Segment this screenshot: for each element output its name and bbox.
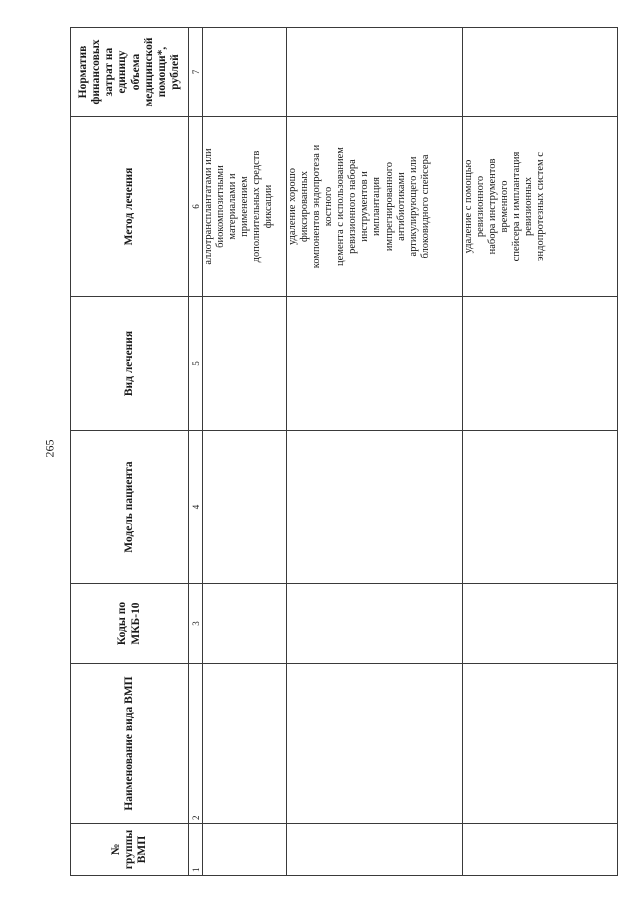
header-group-number: № группы ВМП bbox=[71, 824, 189, 876]
method-line: материалами и bbox=[227, 173, 239, 240]
table-cell bbox=[203, 28, 287, 117]
method-line: блоковидного спейсера bbox=[419, 154, 431, 259]
method-line: набора инструментов bbox=[487, 158, 499, 255]
column-number: 2 bbox=[189, 664, 203, 824]
rotated-table-container bbox=[70, 28, 617, 876]
table-cell bbox=[463, 664, 618, 824]
table-row bbox=[463, 28, 618, 876]
header-vmp-name: Наименование вида ВМП bbox=[71, 664, 189, 824]
table-cell bbox=[203, 297, 287, 431]
method-line: фиксации bbox=[263, 184, 275, 229]
header-patient-model: Модель пациента bbox=[71, 431, 189, 584]
method-line: ревизионных bbox=[523, 176, 535, 237]
table-cell bbox=[287, 431, 463, 584]
method-cell bbox=[287, 117, 463, 297]
table-cell bbox=[287, 664, 463, 824]
table-cell bbox=[463, 824, 618, 876]
method-line: биокомпозитными bbox=[215, 165, 227, 248]
header-treatment-method: Метод лечения bbox=[71, 117, 189, 297]
column-number: 7 bbox=[189, 28, 203, 117]
table-cell bbox=[463, 297, 618, 431]
method-line: артикулирующего или bbox=[407, 156, 419, 257]
header-financial-norm: Норматив финансовых затрат на единицу объема медицинской помощи*, рублей bbox=[71, 28, 189, 117]
method-cell bbox=[463, 117, 618, 297]
table-cell bbox=[203, 584, 287, 664]
table-cell bbox=[203, 664, 287, 824]
method-line: временного bbox=[499, 180, 511, 233]
method-line: аллотрансплантатами или bbox=[203, 148, 214, 265]
method-line: фиксированных bbox=[299, 170, 311, 243]
table-cell bbox=[287, 297, 463, 431]
table-cell bbox=[463, 431, 618, 584]
table-cell bbox=[287, 824, 463, 876]
table-row bbox=[203, 28, 287, 876]
method-line: дополнительных средств bbox=[251, 150, 263, 263]
method-line: импрегнированного bbox=[383, 161, 395, 252]
method-line: антибиотиками bbox=[395, 172, 407, 241]
method-line: имплантация bbox=[371, 177, 383, 236]
column-number: 4 bbox=[189, 431, 203, 584]
method-line: ревизионного bbox=[475, 175, 487, 238]
method-line: инструментов и bbox=[359, 171, 371, 242]
table-cell bbox=[463, 584, 618, 664]
table-cell bbox=[287, 28, 463, 117]
method-cell bbox=[203, 117, 287, 297]
column-number: 3 bbox=[189, 584, 203, 664]
column-number-row bbox=[189, 28, 203, 876]
method-line: эндопротезных систем с bbox=[535, 152, 547, 261]
method-line: удаление с помощью bbox=[463, 159, 474, 254]
method-line: применением bbox=[239, 176, 251, 237]
header-treatment-type: Вид лечения bbox=[71, 297, 189, 431]
table-cell bbox=[203, 431, 287, 584]
table-cell bbox=[463, 28, 618, 117]
method-line: удаление хорошо bbox=[287, 167, 298, 246]
method-line: ревизионного набора bbox=[347, 159, 359, 254]
method-line: спейсера и имплантация bbox=[511, 151, 523, 262]
table-cell bbox=[203, 824, 287, 876]
header-row bbox=[71, 28, 189, 876]
column-number: 5 bbox=[189, 297, 203, 431]
method-line: костного bbox=[323, 186, 335, 227]
table-cell bbox=[287, 584, 463, 664]
table-row bbox=[287, 28, 463, 876]
method-line: цемента с использованием bbox=[335, 147, 347, 266]
page-number: 265 bbox=[42, 439, 57, 458]
header-icd-codes: Коды по МКБ-10 bbox=[71, 584, 189, 664]
method-line: компонентов эндопротеза и bbox=[311, 144, 323, 269]
column-number: 6 bbox=[189, 117, 203, 297]
vmp-table bbox=[70, 27, 618, 876]
column-number: 1 bbox=[189, 824, 203, 876]
